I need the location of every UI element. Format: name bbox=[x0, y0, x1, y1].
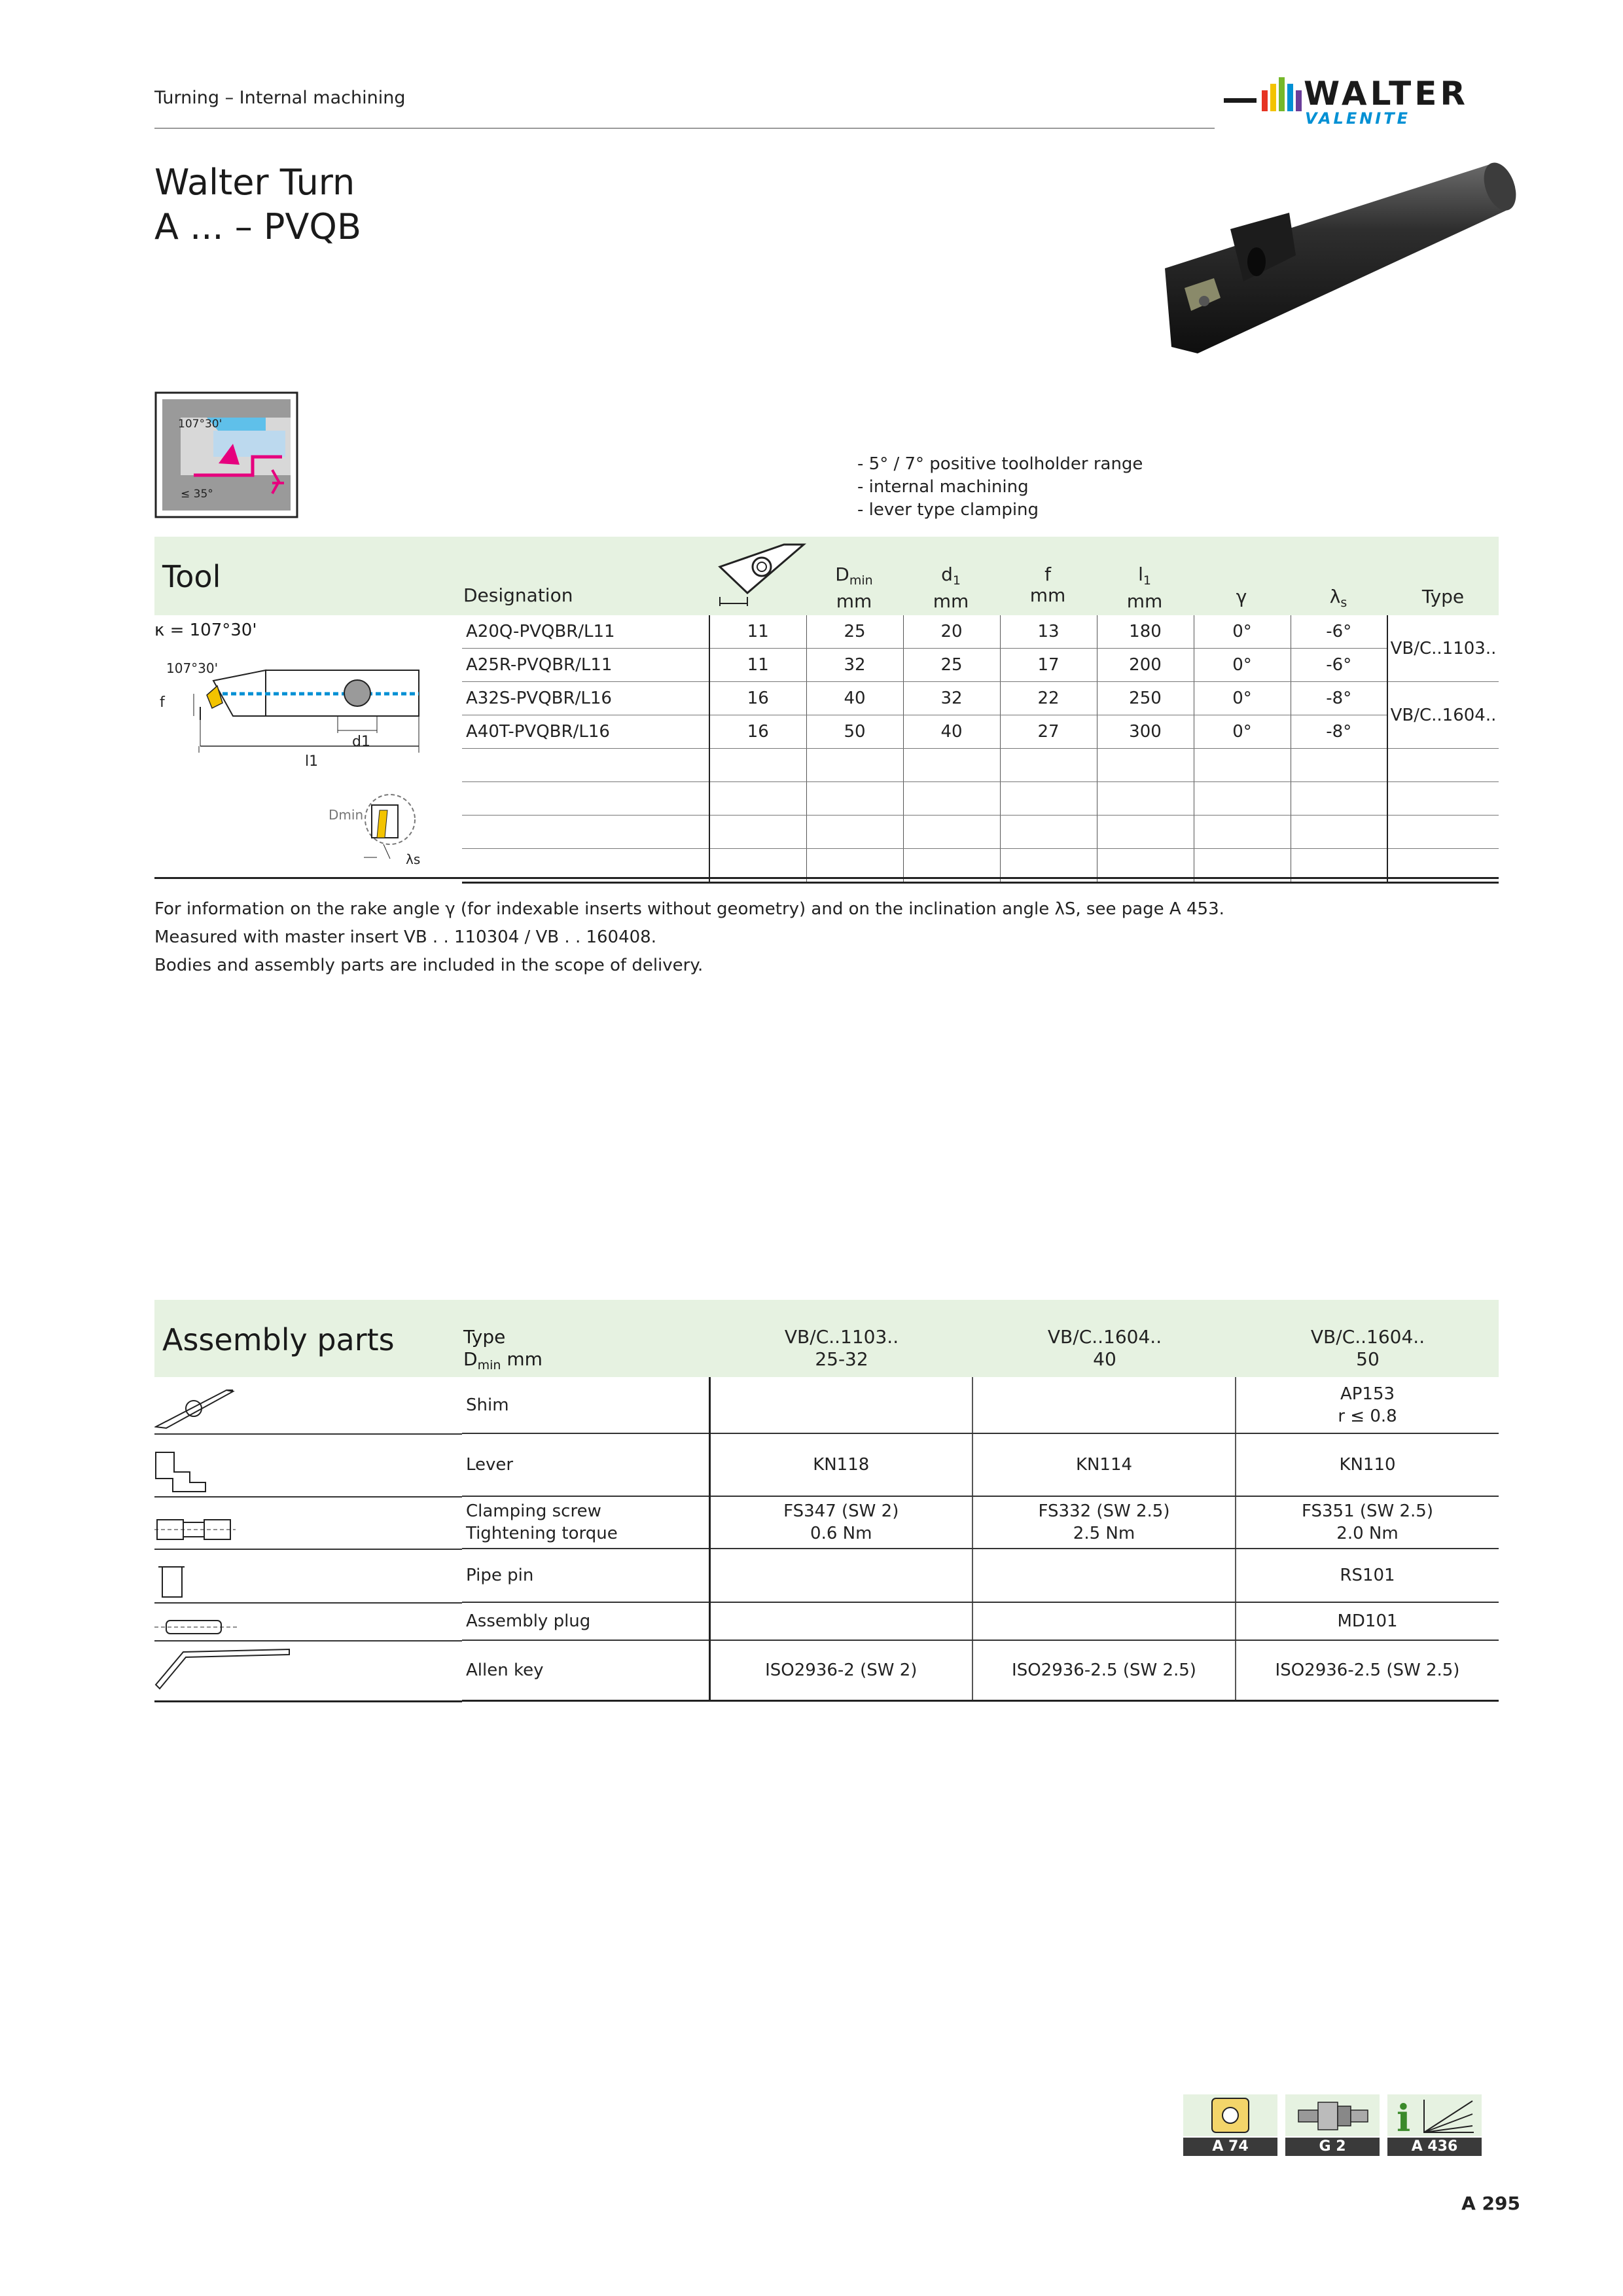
part-label: Clamping screw Tightening torque bbox=[462, 1496, 709, 1549]
assembly-plug-icon bbox=[154, 1621, 240, 1634]
dmin-cell: 25 bbox=[806, 615, 903, 649]
part-value: ISO2936-2 (SW 2) bbox=[709, 1640, 972, 1700]
assembly-col-header bbox=[711, 1326, 972, 1371]
tool-diagram bbox=[154, 648, 429, 870]
footer-ref-label: A 436 bbox=[1387, 2138, 1482, 2156]
l1-cell: 250 bbox=[1097, 682, 1194, 715]
insert-size-cell: 16 bbox=[709, 715, 806, 749]
gamma-cell: 0° bbox=[1194, 615, 1291, 649]
assembly-type-header bbox=[463, 1326, 543, 1376]
footnote: Measured with master insert VB . . 110304 / VB . . 160408. bbox=[154, 927, 656, 947]
dmin-cell: 40 bbox=[806, 682, 903, 715]
part-value: KN110 bbox=[1236, 1433, 1499, 1496]
svg-text:i: i bbox=[1397, 2097, 1411, 2136]
assembly-col-dmin: 25-32 bbox=[815, 1348, 868, 1370]
part-value bbox=[709, 1377, 972, 1433]
part-value: MD101 bbox=[1236, 1602, 1499, 1640]
footnotes bbox=[154, 895, 1224, 980]
lambda-cell: -8° bbox=[1291, 682, 1387, 715]
lambda-cell: -8° bbox=[1291, 715, 1387, 749]
allen-key-icon bbox=[156, 1649, 289, 1689]
insert-size-cell: 11 bbox=[709, 615, 806, 649]
col-dmin bbox=[806, 564, 902, 612]
col-f-unit: mm bbox=[1029, 584, 1066, 606]
part-value bbox=[972, 1549, 1236, 1602]
lambda-cell: -6° bbox=[1291, 615, 1387, 649]
part-label: Lever bbox=[462, 1433, 709, 1496]
tool-table bbox=[462, 615, 1499, 884]
table-row bbox=[462, 1377, 1499, 1433]
f-cell: 17 bbox=[1000, 649, 1097, 682]
pipe-pin-icon bbox=[158, 1567, 185, 1597]
col-lambda bbox=[1291, 586, 1386, 613]
table-row bbox=[462, 615, 1499, 649]
assembly-col-header bbox=[1237, 1326, 1499, 1371]
f-cell: 27 bbox=[1000, 715, 1097, 749]
l1-cell: 300 bbox=[1097, 715, 1194, 749]
assembly-table bbox=[462, 1377, 1499, 1702]
footnote: Bodies and assembly parts are included in the scope of delivery. bbox=[154, 956, 704, 975]
part-value bbox=[709, 1602, 972, 1640]
col-lambda-sub: s bbox=[1340, 596, 1347, 610]
info-ref-icon bbox=[1387, 2094, 1482, 2136]
table-row bbox=[462, 1549, 1499, 1602]
assembly-col-dmin: 40 bbox=[1093, 1348, 1116, 1370]
product-image bbox=[1073, 157, 1518, 380]
diagram-f-label: f bbox=[160, 694, 165, 711]
page-number: A 295 bbox=[1461, 2193, 1520, 2214]
footer-ref-insert[interactable] bbox=[1183, 2094, 1277, 2156]
footer-ref-label: G 2 bbox=[1285, 2138, 1380, 2156]
footnote: For information on the rake angle γ (for indexable inserts without geometry) and on the inclination angle λS, see page A 453. bbox=[154, 899, 1224, 919]
col-l1-sub: 1 bbox=[1143, 573, 1151, 588]
col-dmin-symbol: D bbox=[835, 564, 849, 585]
assembly-dmin-label: D bbox=[463, 1348, 478, 1370]
designation-cell: A40T-PVQBR/L16 bbox=[462, 715, 709, 749]
insert-size-cell: 16 bbox=[709, 682, 806, 715]
diagram-dmin-label: Dmin bbox=[329, 807, 364, 823]
part-value bbox=[972, 1377, 1236, 1433]
col-dmin-sub: min bbox=[849, 573, 873, 588]
logo-walter: WALTER bbox=[1304, 75, 1469, 113]
table-row-empty bbox=[462, 749, 1499, 782]
part-value: KN118 bbox=[709, 1433, 972, 1496]
section-header: Turning – Internal machining bbox=[154, 88, 406, 108]
l1-cell: 180 bbox=[1097, 615, 1194, 649]
icon-le35-label: ≤ 35° bbox=[181, 488, 213, 501]
application-icon bbox=[154, 391, 298, 518]
tool-table-bottom-rule bbox=[154, 877, 1499, 879]
col-designation: Designation bbox=[463, 584, 573, 606]
kappa-label: κ = 107°30' bbox=[154, 620, 257, 640]
col-lambda-symbol: λ bbox=[1329, 586, 1341, 607]
diagram-l1-label: l1 bbox=[305, 753, 319, 770]
lambda-cell: -6° bbox=[1291, 649, 1387, 682]
part-value: FS332 (SW 2.5) 2.5 Nm bbox=[972, 1496, 1236, 1549]
assembly-col-type: VB/C..1604.. bbox=[1310, 1326, 1425, 1348]
icon-angle-label: 107°30' bbox=[178, 418, 223, 431]
part-label: Assembly plug bbox=[462, 1602, 709, 1640]
table-row-empty bbox=[462, 816, 1499, 849]
gamma-cell: 0° bbox=[1194, 715, 1291, 749]
feature-list bbox=[857, 453, 1143, 522]
part-value bbox=[972, 1602, 1236, 1640]
assembly-dmin-sub: min bbox=[477, 1358, 501, 1372]
col-d1-sub: 1 bbox=[952, 573, 961, 588]
assembly-col-type: VB/C..1103.. bbox=[784, 1326, 899, 1348]
col-type: Type bbox=[1421, 586, 1465, 607]
insert-ref-icon bbox=[1183, 2094, 1277, 2136]
diagram-angle-label: 107°30' bbox=[166, 660, 219, 676]
part-label: Shim bbox=[462, 1377, 709, 1433]
page-title bbox=[154, 160, 361, 249]
clamping-screw-icon bbox=[154, 1520, 236, 1539]
designation-cell: A20Q-PVQBR/L11 bbox=[462, 615, 709, 649]
adapter-ref-icon bbox=[1285, 2094, 1380, 2136]
feature-item: - internal machining bbox=[857, 477, 1029, 497]
assembly-col-dmin: 50 bbox=[1356, 1348, 1380, 1370]
logo-valenite: VALENITE bbox=[1305, 109, 1410, 128]
col-d1-symbol: d bbox=[941, 564, 953, 585]
footer-ref-adapter[interactable] bbox=[1285, 2094, 1380, 2156]
dmin-cell: 50 bbox=[806, 715, 903, 749]
table-row bbox=[462, 1433, 1499, 1496]
type-cell: VB/C..1103.. bbox=[1387, 615, 1499, 682]
gamma-cell: 0° bbox=[1194, 682, 1291, 715]
shim-icon bbox=[156, 1390, 233, 1428]
col-l1-symbol: l bbox=[1138, 564, 1143, 585]
header-rule bbox=[154, 128, 1215, 129]
table-row bbox=[462, 1602, 1499, 1640]
table-row bbox=[462, 682, 1499, 715]
designation-cell: A25R-PVQBR/L11 bbox=[462, 649, 709, 682]
dmin-cell: 32 bbox=[806, 649, 903, 682]
col-gamma: γ bbox=[1236, 586, 1247, 607]
l1-cell: 200 bbox=[1097, 649, 1194, 682]
assembly-dmin-unit: mm bbox=[507, 1348, 543, 1370]
insert-size-cell: 11 bbox=[709, 649, 806, 682]
d1-cell: 20 bbox=[903, 615, 1000, 649]
col-f bbox=[1000, 564, 1096, 606]
diagram-d1-label: d1 bbox=[352, 734, 370, 750]
title-line-1: Walter Turn bbox=[154, 162, 355, 203]
col-f-symbol: f bbox=[1044, 564, 1051, 585]
part-label: Allen key bbox=[462, 1640, 709, 1700]
f-cell: 22 bbox=[1000, 682, 1097, 715]
insert-shape-icon bbox=[715, 541, 809, 606]
footer-ref-label: A 74 bbox=[1183, 2138, 1277, 2156]
col-l1 bbox=[1097, 564, 1192, 612]
part-label: Pipe pin bbox=[462, 1549, 709, 1602]
table-row-empty bbox=[462, 782, 1499, 816]
part-value: FS347 (SW 2) 0.6 Nm bbox=[709, 1496, 972, 1549]
designation-cell: A32S-PVQBR/L16 bbox=[462, 682, 709, 715]
col-d1-unit: mm bbox=[933, 590, 969, 612]
d1-cell: 40 bbox=[903, 715, 1000, 749]
table-row bbox=[462, 649, 1499, 682]
lever-icon bbox=[156, 1452, 205, 1492]
col-l1-unit: mm bbox=[1126, 590, 1163, 612]
d1-cell: 32 bbox=[903, 682, 1000, 715]
col-dmin-unit: mm bbox=[836, 590, 872, 612]
gamma-cell: 0° bbox=[1194, 649, 1291, 682]
assembly-icons bbox=[154, 1377, 462, 1704]
table-row bbox=[462, 715, 1499, 749]
assembly-col-header bbox=[974, 1326, 1236, 1371]
part-value: ISO2936-2.5 (SW 2.5) bbox=[1236, 1640, 1499, 1700]
walter-logo bbox=[1224, 60, 1512, 132]
tool-section-title: Tool bbox=[162, 559, 221, 594]
part-value: KN114 bbox=[972, 1433, 1236, 1496]
part-value: RS101 bbox=[1236, 1549, 1499, 1602]
part-value: FS351 (SW 2.5) 2.0 Nm bbox=[1236, 1496, 1499, 1549]
diagram-lambda-label: λs bbox=[406, 852, 421, 867]
assembly-col-type: VB/C..1604.. bbox=[1047, 1326, 1162, 1348]
part-value: ISO2936-2.5 (SW 2.5) bbox=[972, 1640, 1236, 1700]
assembly-type-label: Type bbox=[463, 1326, 506, 1348]
col-d1 bbox=[903, 564, 999, 612]
part-value: AP153 r ≤ 0.8 bbox=[1236, 1377, 1499, 1433]
title-line-2: A ... – PVQB bbox=[154, 206, 361, 247]
footer-ref-info[interactable] bbox=[1387, 2094, 1482, 2156]
part-value bbox=[709, 1549, 972, 1602]
type-cell: VB/C..1604.. bbox=[1387, 682, 1499, 749]
table-row bbox=[462, 1640, 1499, 1700]
d1-cell: 25 bbox=[903, 649, 1000, 682]
feature-item: - 5° / 7° positive toolholder range bbox=[857, 454, 1143, 474]
table-row bbox=[462, 1496, 1499, 1549]
f-cell: 13 bbox=[1000, 615, 1097, 649]
assembly-section-title: Assembly parts bbox=[162, 1322, 395, 1357]
feature-item: - lever type clamping bbox=[857, 500, 1039, 520]
